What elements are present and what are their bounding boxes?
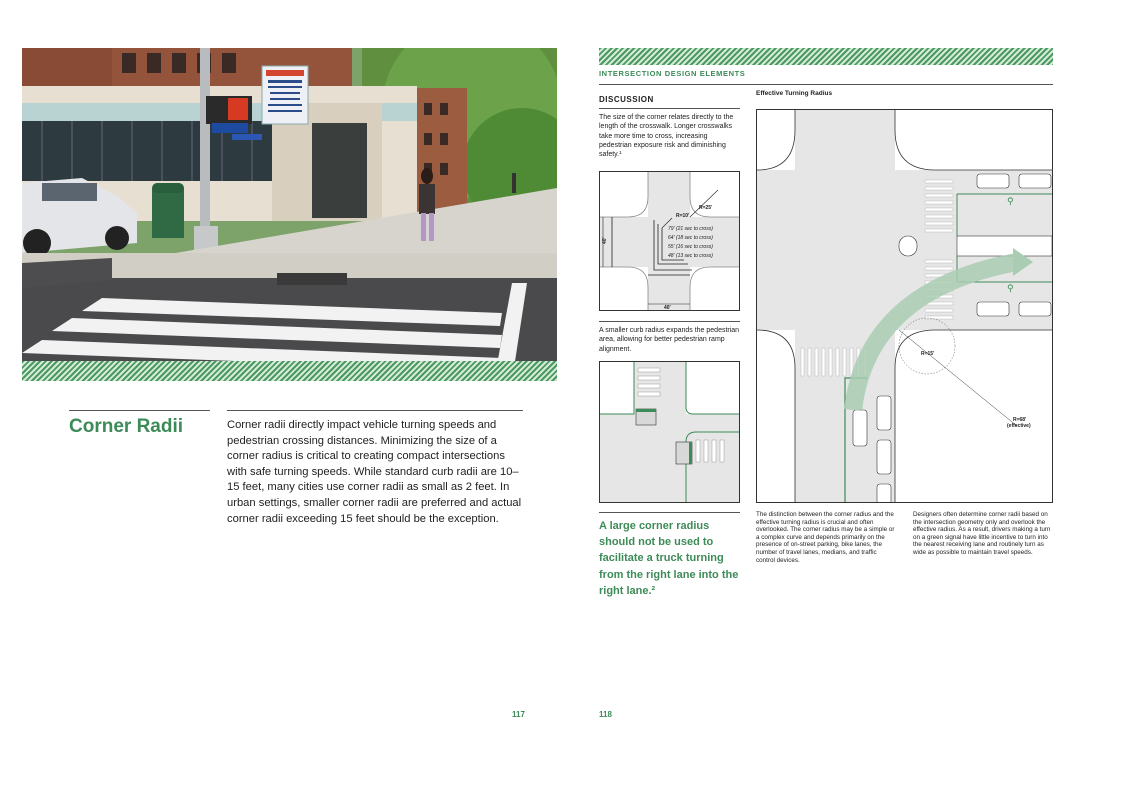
discussion-rule [599,108,740,109]
distance-48-label: 48' (13 sec to cross) [668,253,713,259]
diagram1-caption: A smaller curb radius expands the pedestrian area, allowing for better pedestrian ramp alignment. [599,327,740,353]
body-rule [227,410,523,411]
distance-79-label: 79' (21 sec to cross) [668,226,713,232]
photo-hatch-band [22,361,557,381]
radius-25-label: R=25' [699,205,713,211]
crosswalk-length-diagram [599,171,740,311]
caption-right-column: Designers often determine corner radii based on the intersection geometry only and overlook the effective radius. As a result, drivers making a turn on a green signal have little incentive to turn into the nearest receiving lane and routinely turn as wide as possible to maintain travel speeds. [913,511,1051,556]
radius-10-label: R=10' [676,213,690,219]
pull-quote: A large corner radius should not be used to facilitate a truck turning from the right lane into the right lane.² [599,520,739,597]
discussion-title: DISCUSSION [599,95,654,104]
section-rule [599,84,1053,85]
page-title: Corner Radii [69,416,184,437]
section-label: INTERSECTION DESIGN ELEMENTS [599,69,746,78]
radius-15-label: R=15' [921,351,935,357]
title-rule [69,410,210,411]
distance-55-label: 55' (16 sec to cross) [668,244,713,250]
small-radius-diagram [599,361,740,503]
street-corner-photo [22,48,557,381]
svg-text:⚲: ⚲ [1007,197,1014,207]
side-width-label: 40' [602,237,608,244]
bottom-width-label: 40' [664,305,671,310]
radius-68-label: R=68' [1013,417,1027,423]
body-paragraph: Corner radii directly impact vehicle turning speeds and pedestrian crossing distances. Minimizing the size of a corner radius is critical to creating compact intersections with safe turning speeds. While standard curb radii are 10–15 feet, many cities use corner radii as small as 2 feet. In urban settings, smaller corner radii are preferred and actual corner radii exceeding 15 feet should be the exception. [227,419,522,525]
svg-text:⚲: ⚲ [1007,284,1014,294]
effective-radius-title: Effective Turning Radius [756,90,833,97]
diagram1-rule [599,321,740,322]
quote-rule [599,512,740,513]
effective-turning-radius-diagram [756,109,1053,503]
section-hatch-band [599,48,1053,65]
distance-64-label: 64' (18 sec to cross) [668,235,713,241]
discussion-text: The size of the corner relates directly to the length of the crosswalk. Longer crosswalks take more time to cross, increasing pedestrian exposure risk and diminishing safety.¹ [599,114,734,159]
page-number-right: 118 [599,710,612,719]
page-number-left: 117 [512,710,525,719]
caption-left-column: The distinction between the corner radius and the effective turning radius is crucial and often overlooked. The corner radius may be a simple or a complex curve and depends primarily on the presence of on-street parking, bike lanes, the number of travel lanes, medians, and traffic control devices. [756,511,895,564]
effective-label: (effective) [1007,423,1031,429]
